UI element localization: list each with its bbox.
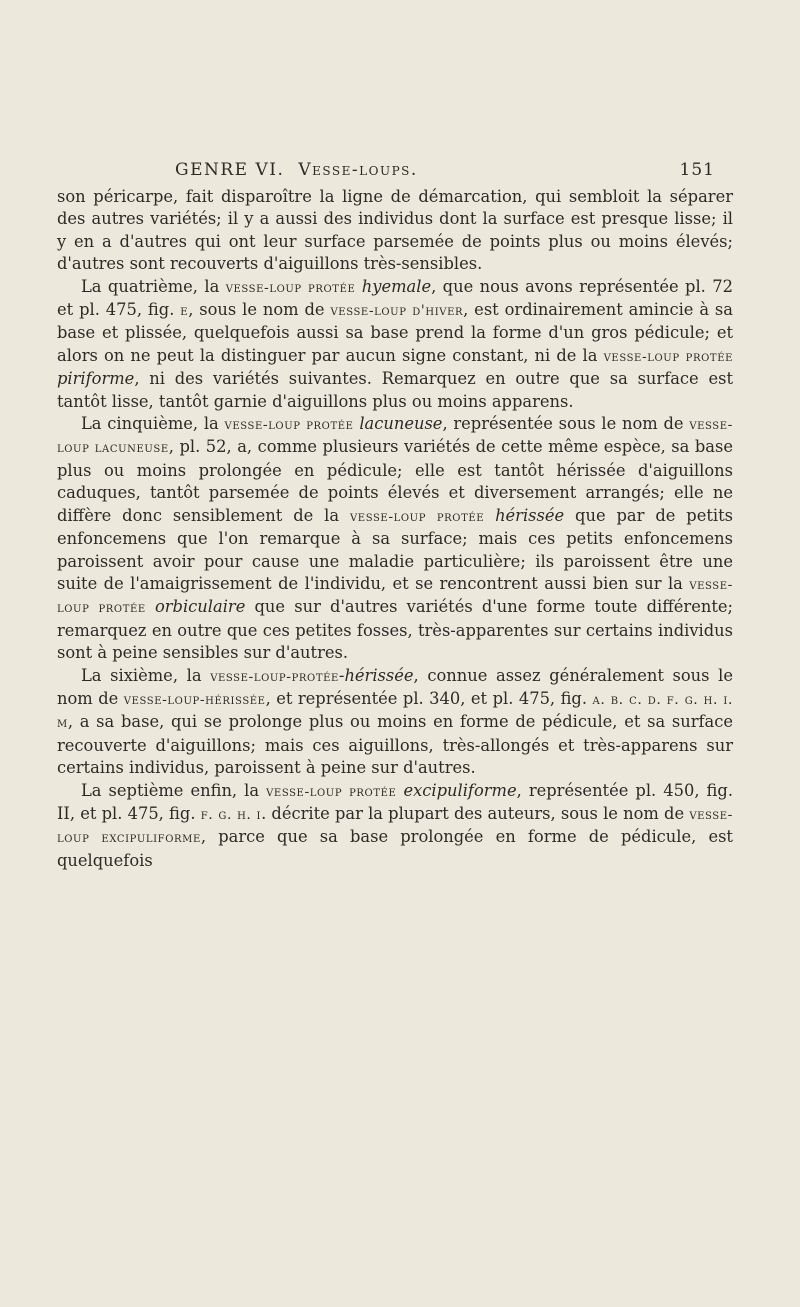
paragraph bbox=[57, 186, 733, 276]
small-caps-run: vesse-loup-hérissée bbox=[123, 691, 266, 708]
text-run: , ni des variétés suivantes. Remarquez en outre que sa surface est tantôt lisse, tantôt garnie d'aiguillons plus ou moins apparens. bbox=[57, 369, 733, 411]
small-caps-run: vesse-loup lacuneuse bbox=[57, 417, 733, 457]
text-run: - bbox=[338, 665, 345, 685]
text-run: , connue assez généralement sous le nom de bbox=[57, 665, 733, 708]
text-run: , a sa base, qui se prolonge plus ou moins en forme de pédicule, et sa surface recouverte d'aiguillons; mais ces aiguillons, très-allongés et très-apparens sur certains individus, paroissent à peine sur d'autres. bbox=[57, 712, 733, 778]
text-run: , que nous avons représentée pl. 72 et pl. 475, fig. bbox=[57, 276, 733, 320]
small-caps-run: vesse-loup protée bbox=[225, 279, 356, 296]
text-run: , est ordinairement amincie à sa base et plissée, quelquefois aussi sa base prend la forme d'un gros pédicule; et alors on ne peut la distinguer par aucun signe constant, ni de la bbox=[57, 300, 733, 365]
text-run: La septième enfin, la bbox=[81, 780, 267, 800]
paragraph bbox=[57, 780, 733, 873]
small-caps-run: vesse-loup d'hiver bbox=[330, 303, 464, 320]
italic-run: hérissée bbox=[495, 505, 565, 525]
header-genre: GENRE VI. bbox=[175, 160, 285, 180]
text-run: , pl. 52, a, comme plusieurs variétés de cette même espèce, sa base plus ou moins prolongée en pédicule; elle est tantôt hérissée d'aiguillons caduques, tantôt parsemée de points élevés et diversement arrangés; elle ne diffère donc sensiblement de la bbox=[57, 437, 733, 525]
small-caps-run: vesse-loup protée bbox=[266, 783, 397, 800]
text-run: que par de petits enfoncemens que l'on remarque à sa surface; mais ces petits enfoncemens paroissent avoir pour cause une maladie particulière; ils paroissent être une suite de l'amaigrissement de l'individu, et se rencontrent aussi bien sur la bbox=[57, 505, 733, 593]
text-run: , et représentée pl. 340, et pl. 475, fig. bbox=[265, 688, 593, 708]
italic-run: piriforme bbox=[57, 369, 135, 389]
text-run: , représentée sous le nom de bbox=[442, 414, 690, 434]
paragraph bbox=[57, 665, 733, 780]
text-run: son péricarpe, fait disparoître la ligne de démarcation, qui sembloit la séparer des autres variétés; il y a aussi des individus dont la surface est presque lisse; il y en a d'autres qui ont leur surface parsemée de points plus ou moins élevés; d'autres sont recouverts d'aiguillons très-sensibles. bbox=[57, 187, 733, 274]
header-title: Vesse-loups. bbox=[298, 160, 418, 180]
italic-run: lacuneuse bbox=[359, 414, 443, 434]
italic-run: hérissée bbox=[344, 665, 414, 685]
page-number: 151 bbox=[679, 160, 715, 180]
small-caps-run: vesse-loup excipuliforme bbox=[57, 806, 733, 847]
text-run: , parce que sa base prolongée en forme de pédicule, est quelquefois bbox=[57, 827, 733, 870]
text-run: . décrite par la plupart des auteurs, sous le nom de bbox=[261, 803, 690, 823]
text-run: , sous le nom de bbox=[188, 300, 331, 320]
text-run: , représentée pl. 450, fig. II, et pl. 475, fig. bbox=[57, 780, 733, 823]
italic-run: hyemale bbox=[361, 276, 432, 296]
text-run bbox=[484, 506, 495, 525]
small-caps-run: f. g. h. i bbox=[200, 806, 262, 823]
small-caps-run: vesse-loup protée bbox=[349, 508, 485, 525]
small-caps-run: vesse-loup protée bbox=[224, 417, 354, 434]
paragraph bbox=[57, 413, 733, 664]
small-caps-run: vesse-loup protée bbox=[57, 576, 733, 617]
small-caps-run: a. b. c. d. f. g. h. i. m bbox=[57, 691, 734, 732]
small-caps-run: vesse-loup protée bbox=[603, 348, 733, 365]
italic-run: orbiculaire bbox=[154, 597, 246, 617]
text-run: La cinquième, la bbox=[81, 414, 225, 434]
italic-run: excipuliforme bbox=[403, 780, 517, 800]
text-run: La sixième, la bbox=[81, 665, 211, 685]
text-run: que sur d'autres variétés d'une forme toute différente; remarquez en outre que ces petites fosses, très-apparentes sur certains individus sont à peine sensibles sur d'autres. bbox=[57, 597, 733, 663]
body-text bbox=[57, 186, 733, 872]
small-caps-run: vesse-loup-protée bbox=[210, 668, 339, 685]
small-caps-run: e bbox=[180, 303, 189, 320]
paragraph bbox=[57, 276, 733, 413]
running-header bbox=[175, 160, 715, 180]
text-run: La quatrième, la bbox=[81, 276, 226, 296]
text-run bbox=[146, 597, 155, 616]
